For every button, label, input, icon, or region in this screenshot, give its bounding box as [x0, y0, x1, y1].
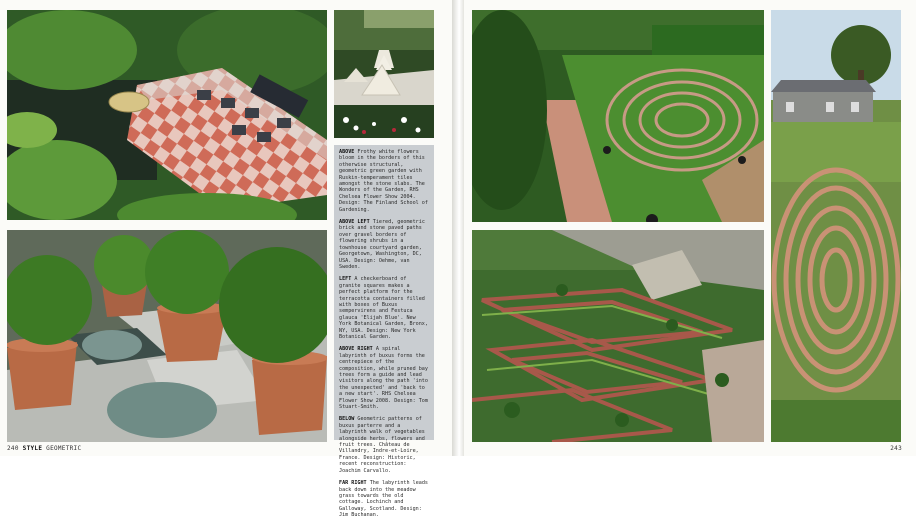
topiary-pots-photo: [7, 230, 327, 442]
caption-head: FAR RIGHT: [339, 480, 367, 487]
caption-head: ABOVE: [339, 149, 355, 155]
caption-body: Geometric patterns of buxus parterre and a labyrinth walk of vegetables alongside herbs, flowers and fruit trees. Château de Villandry, Indre-et-Loire, France. Design: Historic, recent reconstruction: Joachim Carvallo.: [339, 416, 425, 474]
topiary-pots-illustration: [7, 230, 327, 442]
caption-head: ABOVE LEFT: [339, 219, 370, 226]
caption-head: LEFT: [339, 276, 352, 283]
book-gutter: [452, 0, 464, 456]
villandry-parterre-illustration: [472, 230, 764, 442]
caption-body: Frothy white flowers bloom in the borders of this otherwise structural, geometric green garden with Ruskin-temperament tiles amongst the stone slabs. The Wonders of the Garden, RHS Chelsea Flower Show 2004. Design: The Finland School of Gardening.: [339, 149, 428, 213]
right-folio: [890, 445, 902, 452]
left-page: [0, 0, 452, 519]
page-number: 240: [7, 445, 19, 452]
caption-above: [339, 149, 429, 213]
page-number: 243: [890, 445, 902, 452]
caption-body: A spiral labyrinth of buxus forms the centrepiece of the composition, while pruned bay trees form a guide and lead visitors along the path 'into the unexpected' and 'back to a new start'. RHS Chelsea Flower Show 2008. Design: Tom Stuart-Smith.: [339, 346, 428, 411]
left-folio: [7, 445, 81, 452]
hedge-labyrinth-illustration: [472, 10, 764, 222]
section-name: STYLE: [22, 445, 43, 452]
pyramid-garden-illustration: [334, 10, 434, 138]
hedge-labyrinth-photo: [472, 10, 764, 222]
meadow-labyrinth-illustration: [771, 10, 901, 442]
chapter-name: GEOMETRIC: [46, 445, 82, 452]
caption-head: BELOW: [339, 416, 355, 423]
pyramid-garden-photo: [334, 10, 434, 138]
caption-above-right: [339, 346, 429, 410]
right-page: [464, 0, 916, 456]
courtyard-checkerboard-illustration: [7, 10, 327, 220]
courtyard-checkerboard-photo: [7, 10, 327, 220]
caption-body: A checkerboard of granite squares makes a perfect platform for the terracotta containers filled with boxes of Buxus sempervirens and Festuca glauca 'Elijah Blue'. New York Botanical Garden, Bronx, NY, USA. Design: New York Botanical Garden.: [339, 276, 428, 340]
caption-far-right: [339, 480, 429, 518]
caption-left: [339, 276, 429, 340]
meadow-labyrinth-photo: [771, 10, 901, 442]
caption-body: The labyrinth leads back down into the meadow grass towards the old cottage. Lochinch and Galloway, Scotland. Design: Jim Buchanan.: [339, 480, 428, 519]
caption-below: [339, 416, 429, 474]
villandry-parterre-photo: [472, 230, 764, 442]
caption-column: [334, 145, 434, 519]
caption-body: Tiered, geometric brick and stone paved paths over gravel borders of flowering shrubs in a townhouse courtyard garden, Georgetown, Washington, DC, USA. Design: Oehme, van Sweden.: [339, 219, 425, 270]
caption-above-left: [339, 219, 429, 270]
caption-head: ABOVE RIGHT: [339, 346, 373, 353]
